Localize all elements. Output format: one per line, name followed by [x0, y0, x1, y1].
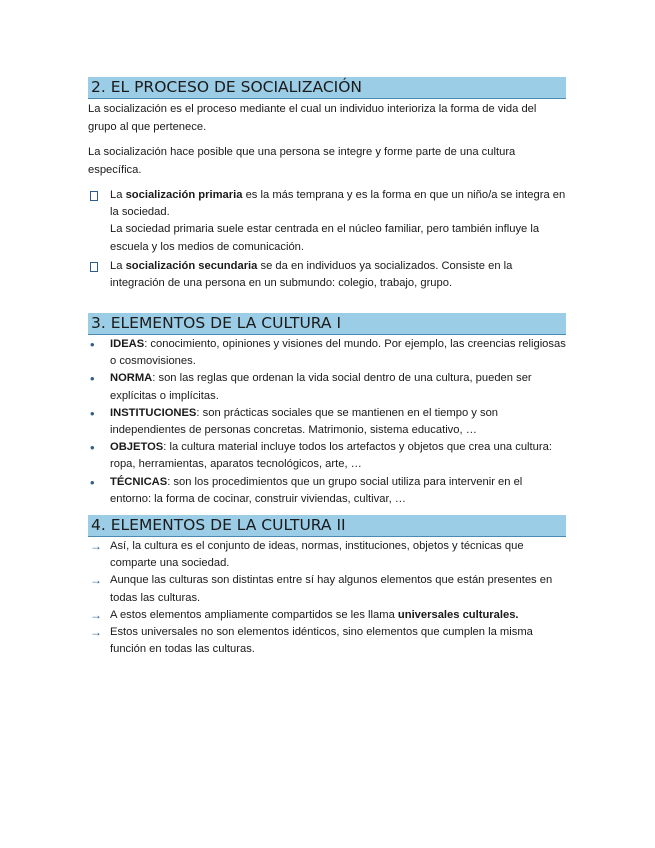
item-term: OBJETOS	[110, 441, 164, 454]
paragraph: La socialización es el proceso mediante el cual un individuo interioriza la forma de vida del grupo al que pertenece.	[88, 103, 537, 133]
list-item	[88, 370, 566, 404]
item-text: : son las reglas que ordenan la vida social dentro de una cultura, pueden ser explícitas o implícitas.	[110, 372, 532, 402]
item-text: : la cultura material incluye todos los artefactos y objetos que crea una cultura: ropa, herramientas, aparatos tecnológicos, arte, …	[110, 441, 552, 471]
item-term: TÉCNICAS	[110, 475, 168, 488]
item-text: Estos universales no son elementos idénticos, sino elementos que cumplen la misma función en todas las culturas.	[110, 626, 533, 656]
list-item	[88, 624, 566, 658]
item-text: : son los procedimientos que un grupo social utiliza para intervenir en el entorno: la forma de cocinar, construir viviendas, cultivar, …	[110, 475, 523, 505]
socialization-list	[88, 187, 566, 292]
section-elementos-cultura-2	[88, 515, 566, 658]
list-item	[88, 572, 566, 606]
bullet-dot-icon: •	[90, 474, 95, 490]
section-heading: 4. ELEMENTOS DE LA CULTURA II	[88, 515, 566, 537]
bullet-dot-icon: •	[90, 371, 95, 387]
list-item	[88, 405, 566, 439]
arrow-right-icon: →	[90, 607, 102, 622]
item-term: socialización primaria	[125, 189, 243, 201]
section-socializacion	[88, 77, 566, 292]
item-text: La	[110, 259, 126, 272]
item-text: Aunque las culturas son distintas entre sí hay algunos elementos que están presentes en todas las culturas.	[110, 574, 553, 604]
item-text: se da en individuos ya socializados. Consiste en la integración de una persona en un submundo: colegio, trabajo, grupo.	[110, 259, 513, 290]
checkbox-bullet-icon	[90, 262, 98, 272]
item-term: socialización secundaria	[125, 259, 258, 272]
item-text: es la más temprana y es la forma en que un niño/a se integra en la sociedad.	[110, 189, 566, 219]
list-item	[88, 336, 566, 370]
arrow-right-icon: →	[90, 625, 102, 640]
item-extra-text: La sociedad primaria suele estar centrada en el núcleo familiar, pero también influye la escuela y los medios de comunicación.	[110, 223, 540, 253]
bullet-dot-icon: •	[90, 440, 95, 456]
elements-list	[88, 336, 566, 508]
item-text: : son prácticas sociales que se mantienen en el tiempo y son independientes de personas concretas. Matrimonio, sistema educativo, …	[110, 406, 499, 437]
arrow-right-icon: →	[90, 539, 102, 553]
bullet-dot-icon: •	[90, 405, 95, 421]
section-heading: 2. EL PROCESO DE SOCIALIZACIÓN	[88, 77, 566, 99]
list-item	[88, 474, 566, 508]
section-elementos-cultura-1	[88, 313, 566, 508]
item-term: NORMA	[110, 372, 153, 385]
item-term: universales culturales.	[397, 608, 519, 621]
universals-list	[88, 538, 566, 658]
paragraph: La socialización hace posible que una persona se integre y forme parte de una cultura específica.	[88, 146, 516, 176]
checkbox-bullet-icon	[90, 191, 98, 201]
item-text: La	[110, 189, 126, 201]
list-item	[88, 607, 566, 624]
list-item	[88, 538, 566, 572]
list-item	[88, 258, 566, 292]
bullet-dot-icon: •	[90, 337, 95, 352]
item-text: Así, la cultura es el conjunto de ideas, normas, instituciones, objetos y técnicas que comparte una sociedad.	[110, 540, 524, 570]
list-item	[88, 439, 566, 473]
item-term: IDEAS	[110, 338, 145, 350]
item-term: INSTITUCIONES	[110, 406, 197, 419]
section-heading: 3. ELEMENTOS DE LA CULTURA I	[88, 313, 566, 335]
item-text: A estos elementos ampliamente compartidos se les llama	[110, 608, 398, 621]
arrow-right-icon: →	[90, 573, 102, 588]
item-text: : conocimiento, opiniones y visiones del mundo. Por ejemplo, las creencias religiosas o cosmovisiones.	[110, 338, 566, 368]
list-item	[88, 187, 566, 256]
